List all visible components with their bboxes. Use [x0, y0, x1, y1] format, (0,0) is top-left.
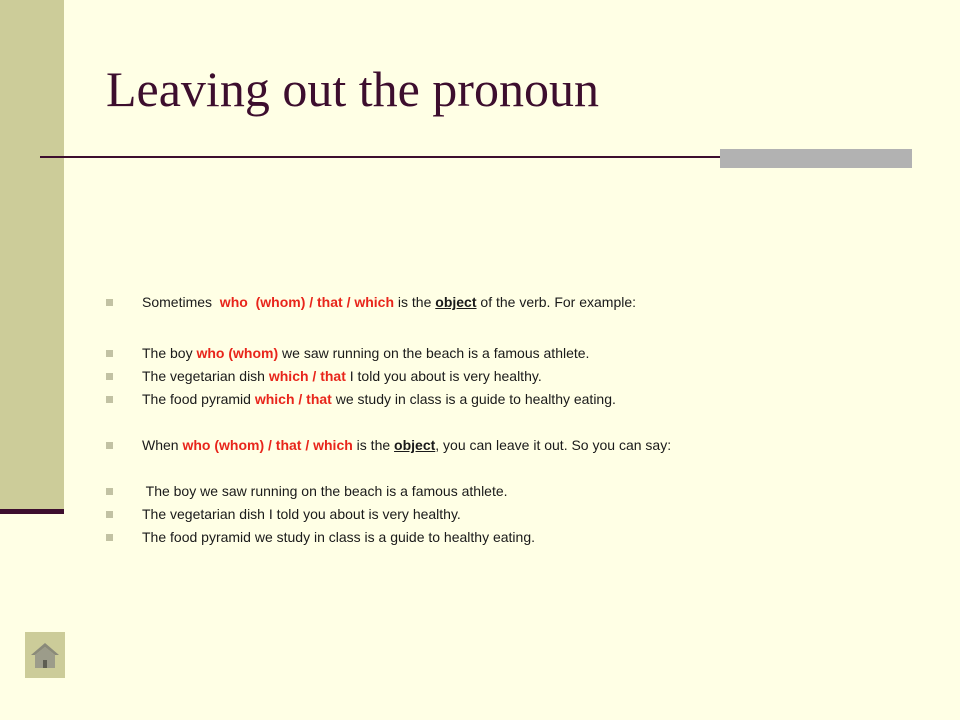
title-accent-bar — [720, 149, 912, 168]
highlighted-pronoun: which / that — [254, 391, 332, 407]
home-icon — [30, 640, 60, 670]
highlighted-pronoun: who (whom) / that / which — [182, 437, 353, 453]
text-run: The boy — [142, 345, 197, 361]
bullet-square-icon — [106, 299, 113, 306]
text-run: The food pyramid we study in class is a guide to healthy eating. — [142, 529, 535, 545]
bullet-text — [142, 505, 461, 523]
text-run: The boy we saw running on the beach is a famous athlete. — [142, 483, 508, 499]
bullet-square-icon — [106, 373, 113, 380]
bullet-text — [142, 528, 535, 546]
bullet-text — [142, 344, 589, 362]
text-run: of the verb. For example: — [476, 294, 637, 310]
highlighted-pronoun: who (whom) — [196, 345, 279, 361]
bullet-square-icon — [106, 396, 113, 403]
bullet-square-icon — [106, 511, 113, 518]
text-run: is the — [394, 294, 436, 310]
text-run: The food pyramid — [142, 391, 255, 407]
highlighted-pronoun: which / that — [268, 368, 346, 384]
text-run: we saw running on the beach is a famous athlete. — [278, 345, 590, 361]
text-run: is the — [352, 437, 395, 453]
bullet-text — [142, 367, 542, 385]
bullet-text — [142, 482, 508, 500]
highlighted-pronoun: who (whom) / that / which — [215, 294, 395, 310]
text-run: The vegetarian dish — [142, 368, 269, 384]
text-run: Sometimes — [142, 294, 216, 310]
bullet-square-icon — [106, 534, 113, 541]
bullet-square-icon — [106, 350, 113, 357]
text-run: , you can leave it out. So you can say: — [435, 437, 672, 453]
text-run: When — [142, 437, 183, 453]
bullet-text — [142, 436, 671, 454]
bullet-square-icon — [106, 442, 113, 449]
bullet-square-icon — [106, 488, 113, 495]
object-term: object — [394, 437, 436, 453]
text-run: we study in class is a guide to healthy eating. — [331, 391, 616, 407]
object-term: object — [435, 294, 477, 310]
left-sidebar-bar — [0, 0, 64, 512]
text-run: I told you about is very healthy. — [345, 368, 542, 384]
bullet-text — [142, 390, 616, 408]
home-button[interactable] — [25, 632, 65, 678]
slide-title: Leaving out the pronoun — [106, 61, 599, 117]
bullet-text — [142, 293, 636, 311]
text-run: The vegetarian dish I told you about is very healthy. — [142, 506, 461, 522]
sidebar-bottom-line — [0, 509, 64, 514]
